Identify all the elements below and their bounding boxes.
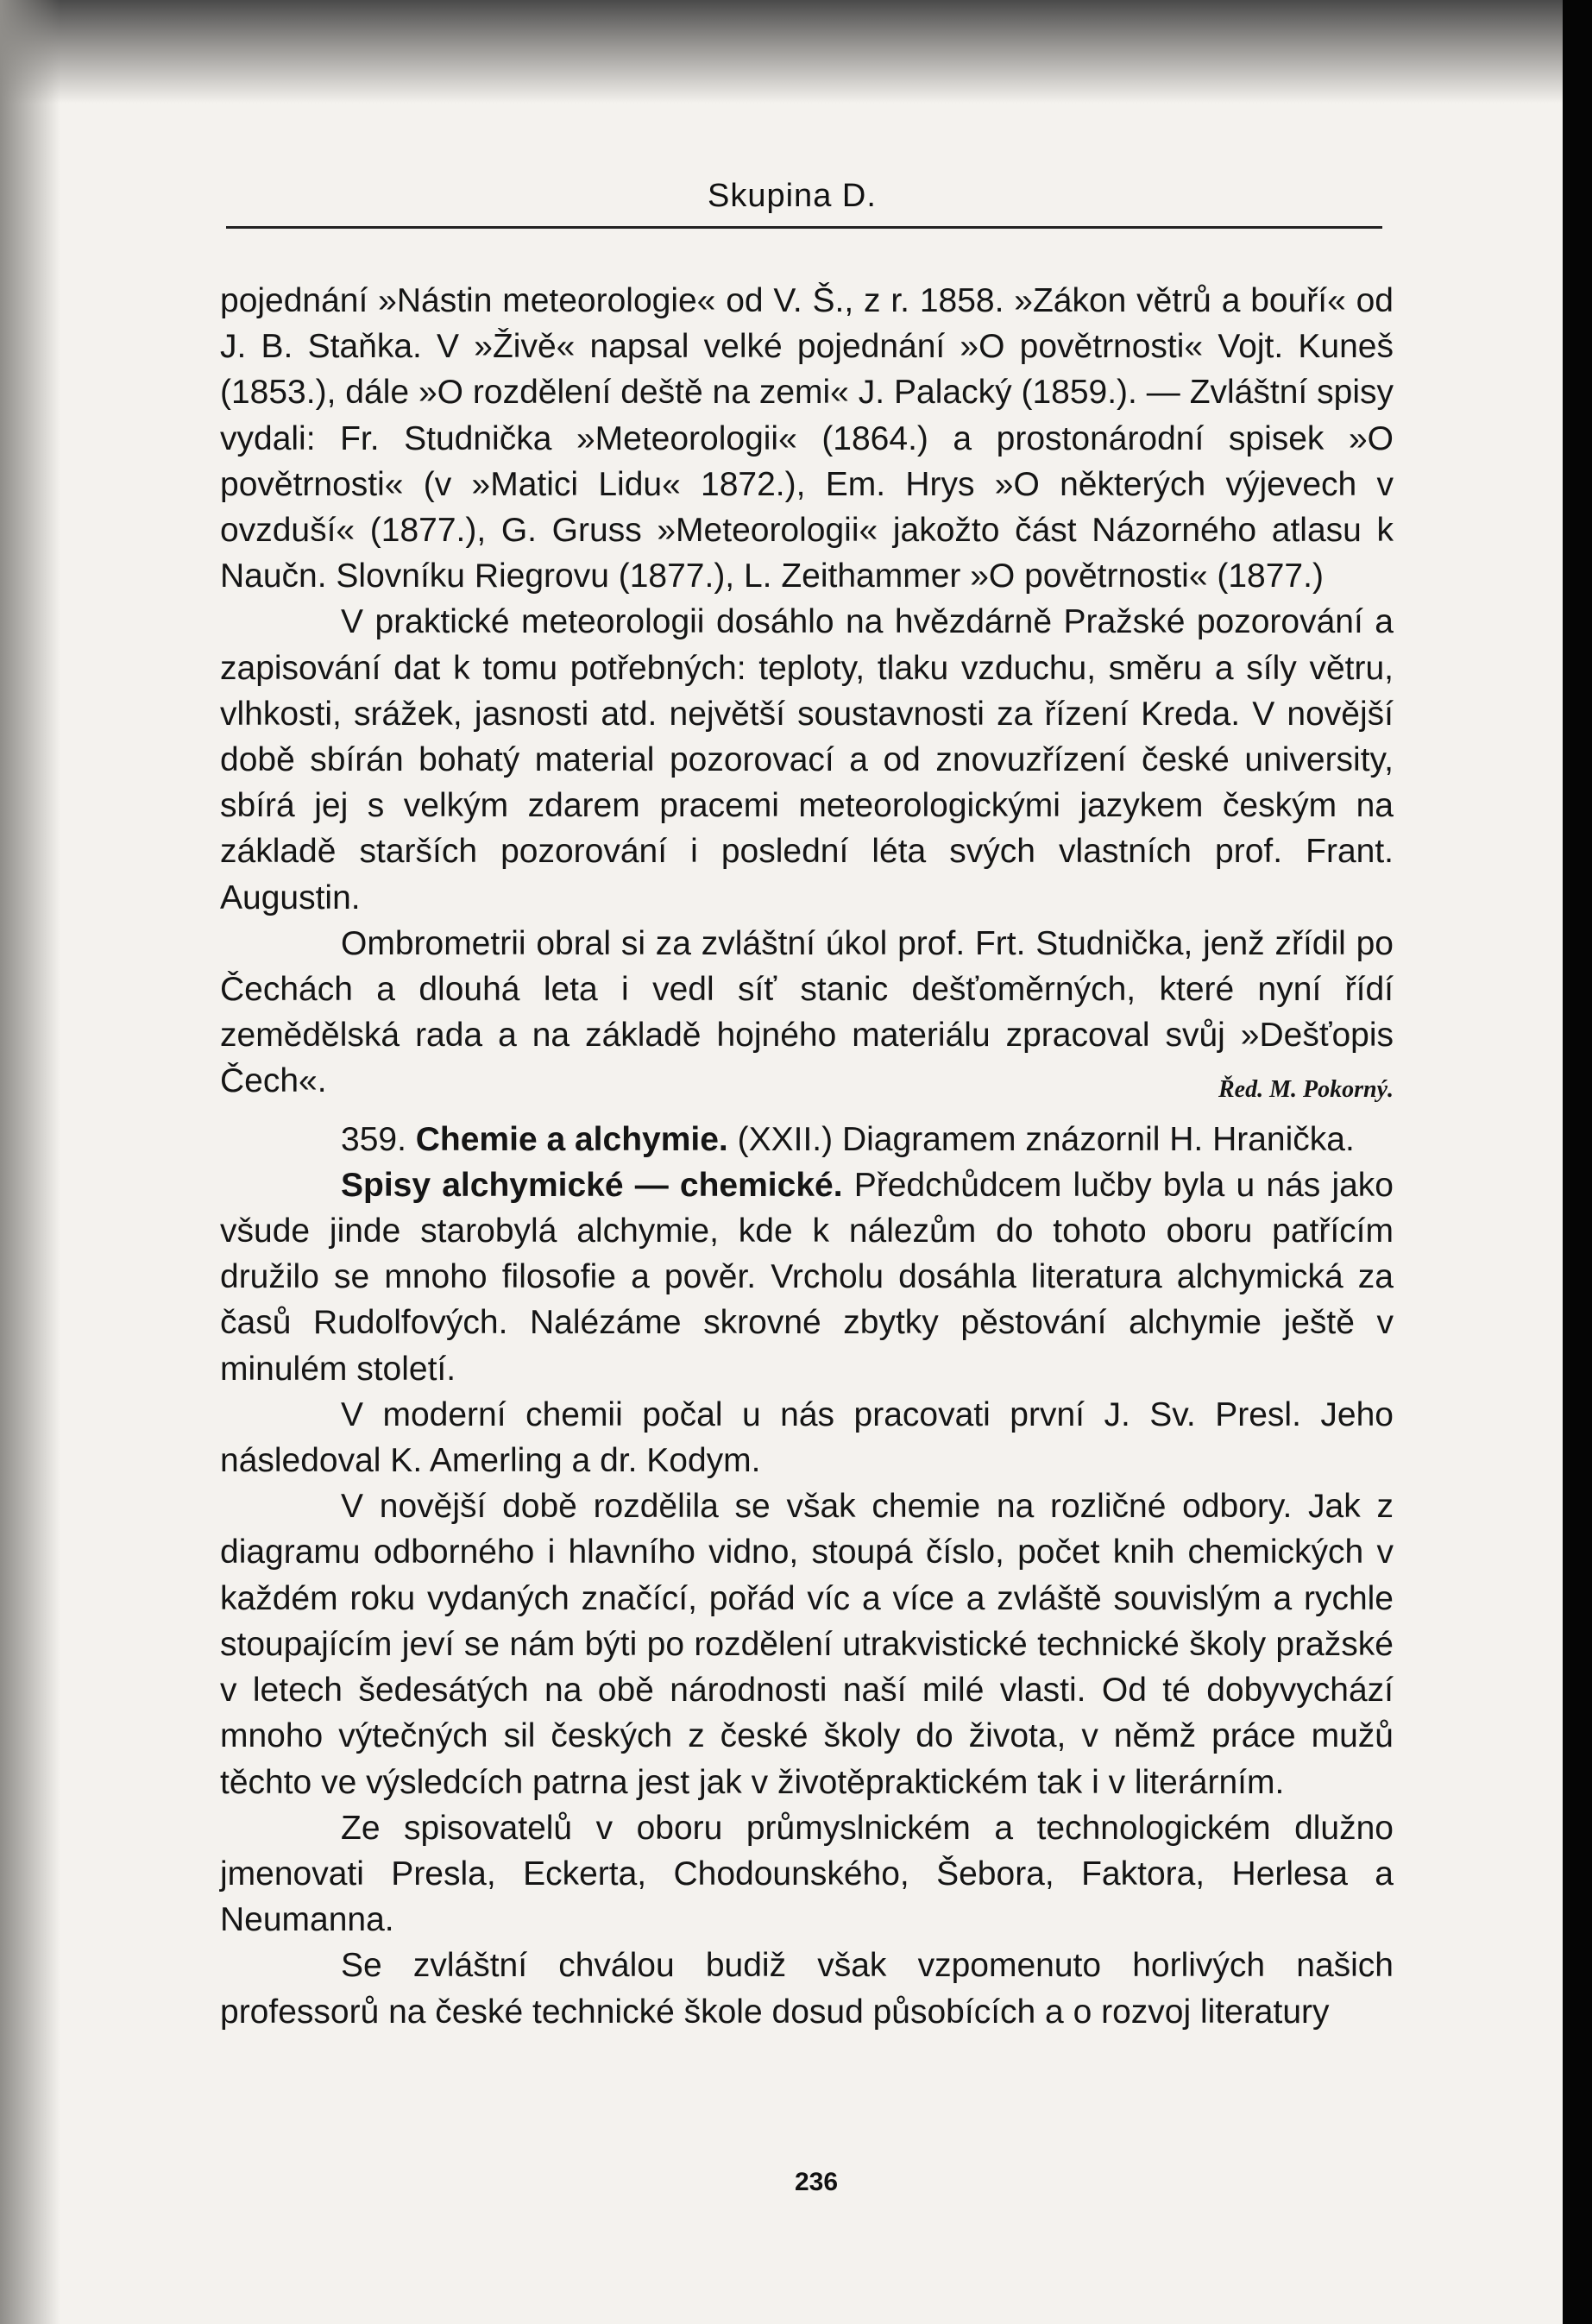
scan-border (1563, 0, 1592, 2324)
paragraph-7: V novější době rozdělila se však chemie na rozličné odbory. Jak z diagramu odborného i hlavního vidno, stoupá číslo, počet knih chemických v každém roku vydaných značící, pořád víc a více a zvláště souvislým a rychle stoupajícím jeví se nám býti po rozdělení utrakvistické technické školy pražské v letech šedesátých na obě národnosti naší milé vlasti. Od té dobyvychází mnoho výtečných sil českých z české školy do života, v němž práce mužů těchto ve výsledcích patrna jest jak v životěpraktickém tak i v literárním. (220, 1488, 1394, 1801)
paragraph-8: Ze spisovatelů v oboru průmyslnickém a technologickém dlužno jmenovati Presla, Eckerta, Chodounského, Šebora, Faktora, Herlesa a Neumanna. (220, 1809, 1394, 1939)
paragraph-1: pojednání »Nástin meteorologie« od V. Š., z r. 1858. »Zákon větrů a bouří« od J. B. Staňka. V »Živě« napsal velké pojednání »O povětrnosti« Vojt. Kuneš (1853.), dále »O rozdělení deště na zemi« J. Palacký (1859.). — Zvláštní spisy vydali: Fr. Studnička »Meteorologii« (1864.) a prostonárodní spisek »O povětrnosti« (v »Matici Lidu« 1872.), Em. Hrys »O některých výjevech v ovzduší« (1877.), G. Gruss »Meteorologii« jakožto část Názorného atlasu k Naučn. Slovníku Riegrovu (1877.), L. Zeithammer »O povětrnosti« (1877.) (220, 282, 1394, 595)
section-subtitle: (XXII.) Diagramem znázornil H. Hranička. (737, 1120, 1355, 1158)
paragraph-2: V praktické meteorologii dosáhlo na hvězdárně Pražské pozorování a zapisování dat k tomu potřebných: teploty, tlaku vzduchu, směru a síly větru, vlhkosti, srážek, jasnosti atd. největší soustavnosti za řízení Kreda. V novější době sbírán bohatý material pozorovací a od znovuzřízení české university, sbírá jej s velkým zdarem pracemi meteorologickými jazykem českým na základě starších pozorování i poslední léta svých vlastních prof. Frant. Augustin. (220, 603, 1394, 916)
paragraph-9: Se zvláštní chválou budiž však vzpomenuto horlivých našich professorů na české technické škole dosud působících a o rozvoj literatury (220, 1947, 1394, 2031)
paragraph-5 (220, 1162, 1394, 1392)
paragraph-3-text: Ombrometrii obral si za zvláštní úkol prof. Frt. Studnička, jenž zřídil po Čechách a dlouhá leta i vedl síť stanic dešťoměrných, které nyní řídí zemědělská rada a na základě hojného materiálu zpracoval svůj »Dešťopis Čech«. (220, 924, 1394, 1100)
section-number: 359. (341, 1120, 406, 1158)
paragraph-5-text: Předchůdcem lučby byla u nás jako všude jinde starobylá alchymie, kde k nálezům do tohoto oboru patřícím družilo se mnoho filosofie a pověr. Vrcholu dosáhla literatura alchymická za časů Rudolfových. Nalézáme skrovné zbytky pěstování alchymie ještě v minulém století. (220, 1166, 1394, 1388)
paragraph-6: V moderní chemii počal u nás pracovati první J. Sv. Presl. Jeho následoval K. Amerling a dr. Kodym. (220, 1395, 1394, 1480)
page-header: Skupina D. (708, 178, 877, 214)
editor-signature: Řed. M. Pokorný. (1218, 1076, 1394, 1104)
page-number: 236 (795, 2168, 839, 2196)
section-heading (220, 1117, 1394, 1162)
header-rule (226, 226, 1382, 229)
body-text (220, 278, 1394, 2035)
paragraph-3 (220, 921, 1394, 1105)
section-title: Chemie a alchymie. (415, 1120, 728, 1158)
subsection-label: Spisy alchymické — chemické. (341, 1166, 843, 1204)
